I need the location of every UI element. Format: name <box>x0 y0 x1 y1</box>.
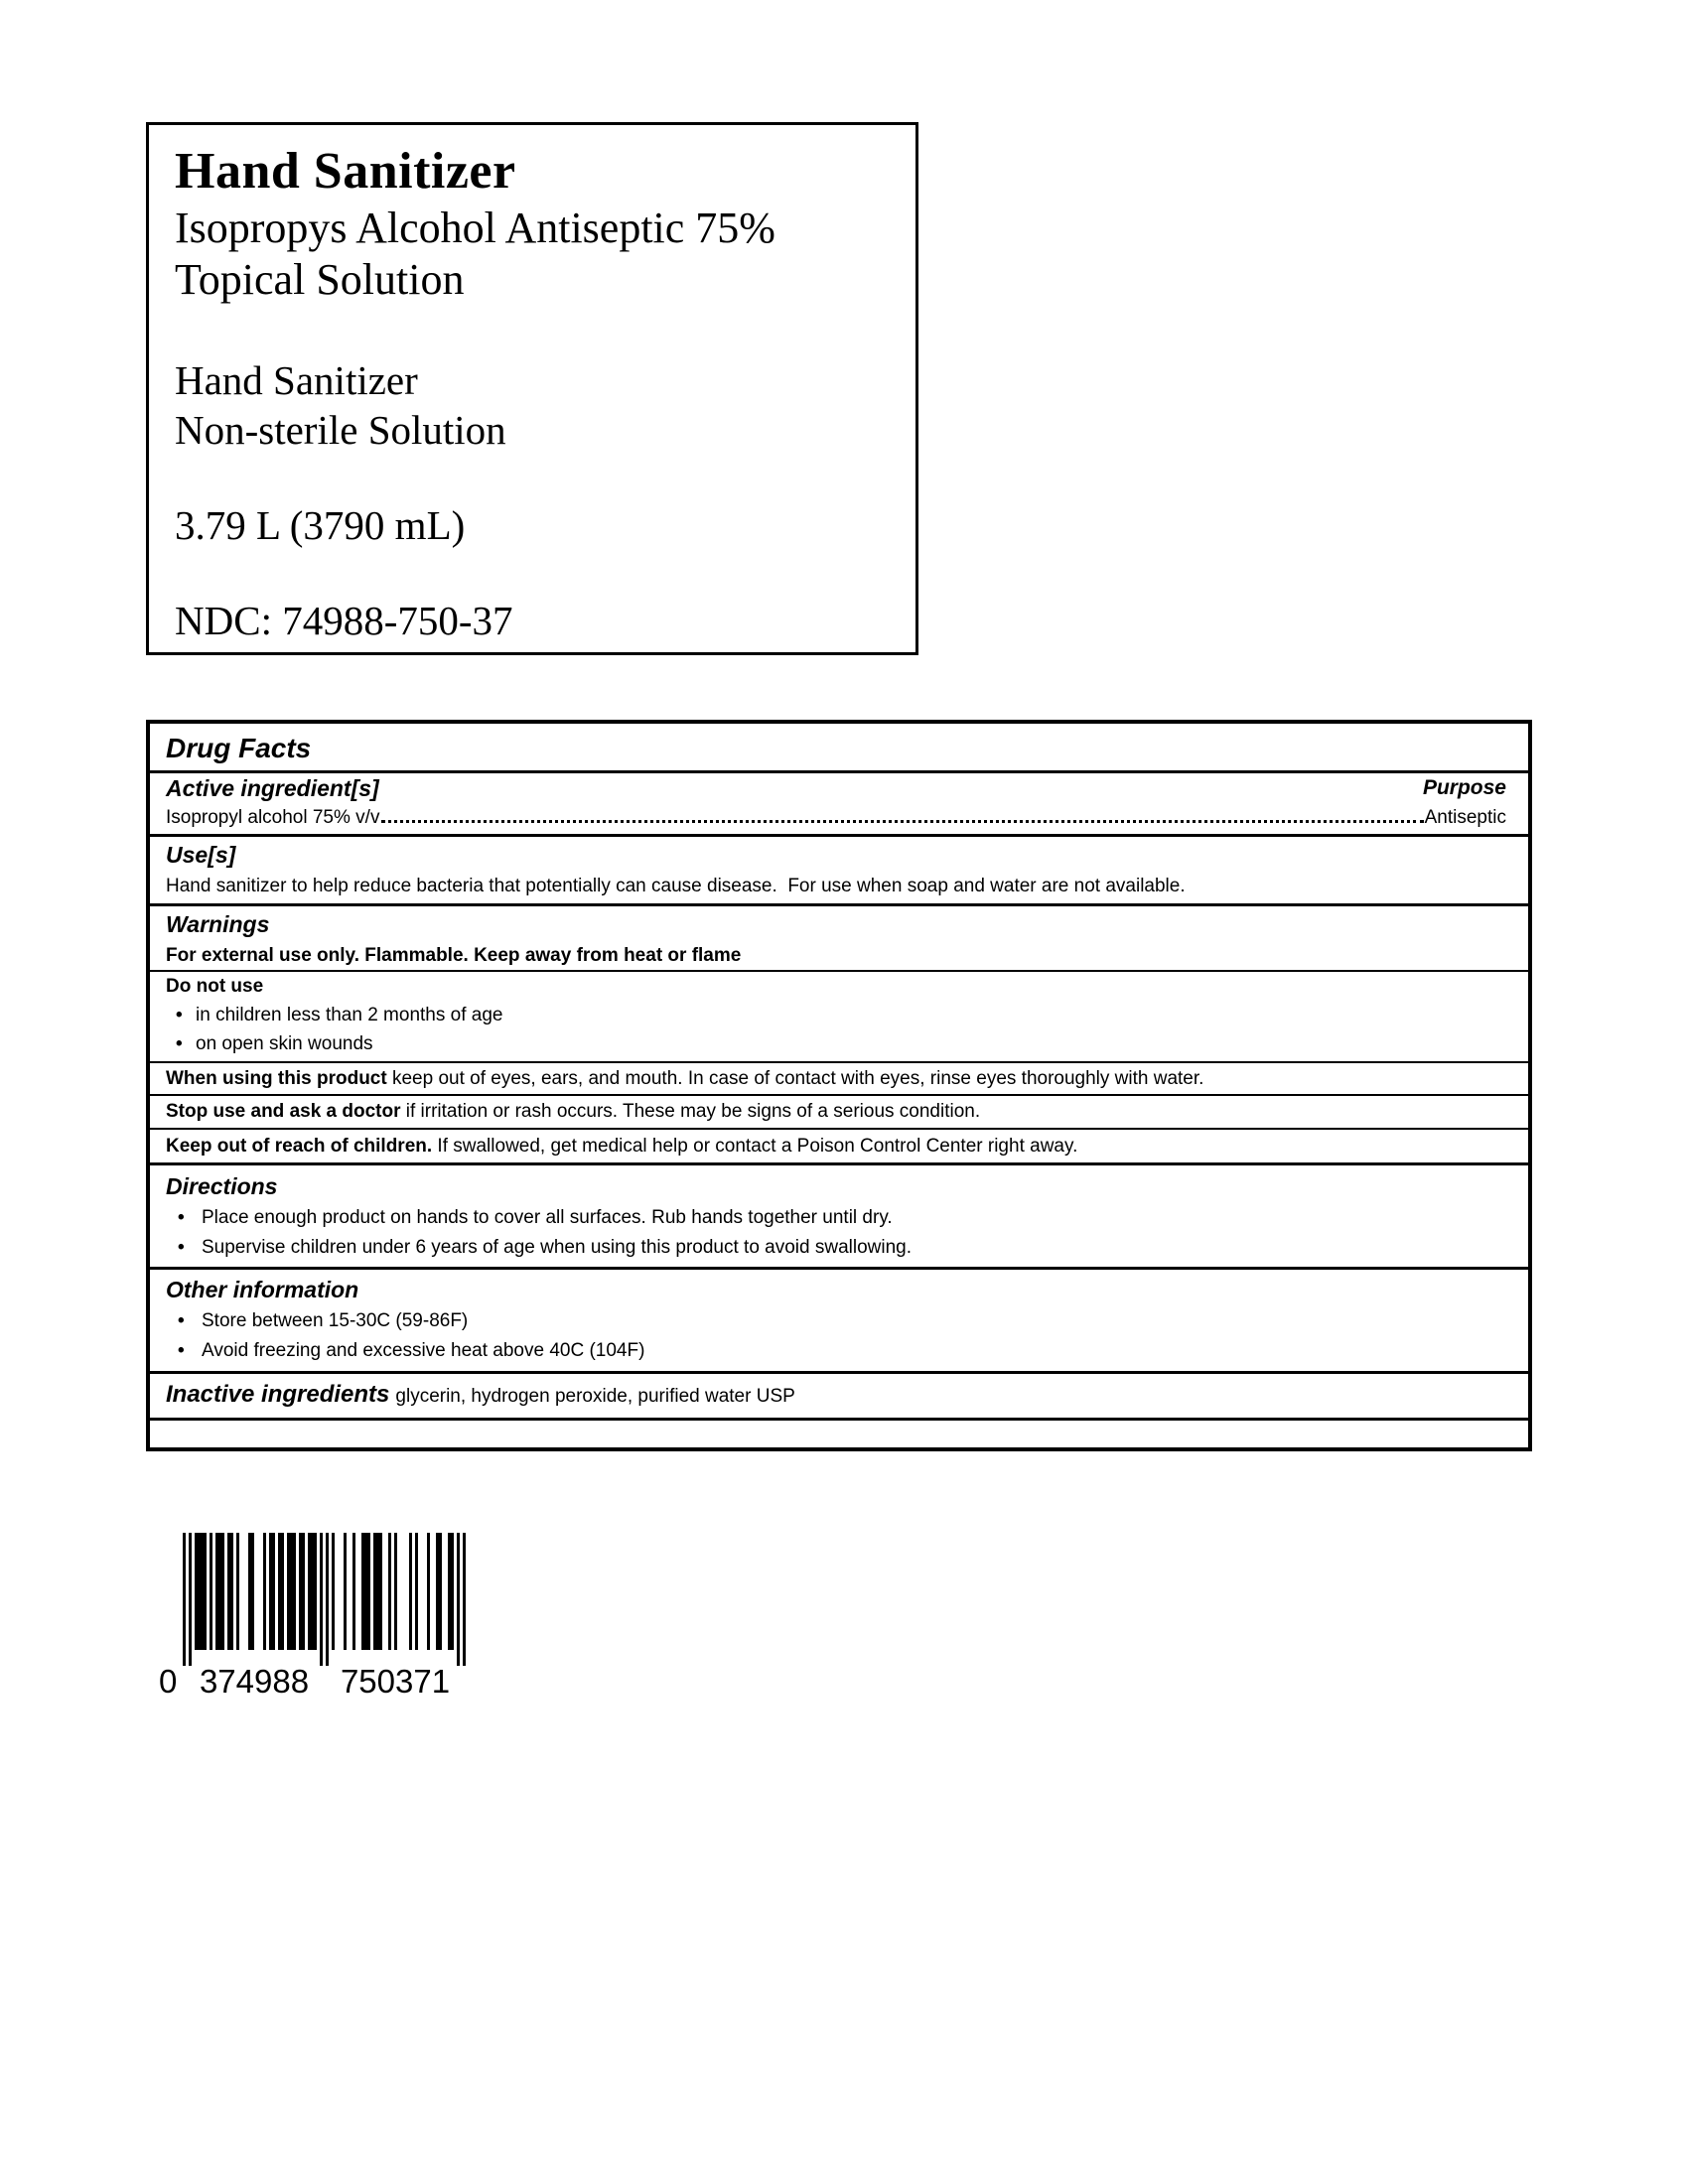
when-using-rest: keep out of eyes, ears, and mouth. In case of contact with eyes, rinse eyes thoroughly with water. <box>386 1068 1204 1089</box>
directions-heading: Directions <box>166 1173 278 1199</box>
other-information-list <box>150 1306 1528 1374</box>
product-name-line: Hand Sanitizer <box>175 357 418 403</box>
flammable-text: For external use only. Flammable. Keep away from heat or flame <box>166 945 742 966</box>
dot-leader <box>381 820 1423 823</box>
drug-facts-title: Drug Facts <box>150 724 1528 773</box>
uses-text: Hand sanitizer to help reduce bacteria that potentially can cause disease. For use when soap and water are not available. <box>150 872 1528 906</box>
when-using-lead: When using this product <box>166 1068 387 1089</box>
inactive-ingredients-heading: Inactive ingredients <box>166 1381 390 1408</box>
empty-row <box>150 1421 1528 1471</box>
barcode <box>151 1531 498 1700</box>
active-ingredient-name: Isopropyl alcohol 75% v/v <box>166 807 380 828</box>
product-ndc: NDC: 74988-750-37 <box>175 598 513 643</box>
other-information-item: • Store between 15-30C (59-86F) <box>166 1306 1506 1336</box>
inactive-ingredients-text: glycerin, hydrogen peroxide, purified water USP <box>395 1386 795 1407</box>
keep-out-row <box>150 1130 1528 1165</box>
product-info-box <box>146 122 918 655</box>
when-using-row <box>150 1063 1528 1096</box>
stop-use-rest: if irritation or rash occurs. These may be signs of a serious condition. <box>400 1101 981 1122</box>
directions-list <box>150 1203 1528 1270</box>
active-ingredient-header: Active ingredient[s] <box>166 775 379 801</box>
active-ingredient-header-row <box>150 773 1528 803</box>
barcode-digit-left: 0 <box>159 1663 178 1700</box>
directions-item: • Supervise children under 6 years of age when using this product to avoid swallowing. <box>166 1233 1506 1263</box>
warnings-heading: Warnings <box>166 911 270 937</box>
keep-out-rest: If swallowed, get medical help or contact a Poison Control Center right away. <box>432 1136 1078 1157</box>
do-not-use-item: • on open skin wounds <box>166 1029 1506 1058</box>
other-information-heading: Other information <box>166 1277 359 1302</box>
barcode-digits-group1: 374988 <box>199 1663 310 1700</box>
barcode-svg <box>151 1531 498 1700</box>
spacer <box>175 455 890 500</box>
purpose-header: Purpose <box>1422 776 1506 799</box>
active-ingredient-row <box>150 803 1528 837</box>
product-subtitle-line1: Isopropys Alcohol Antiseptic 75% <box>175 204 775 252</box>
stop-use-row <box>150 1096 1528 1130</box>
keep-out-lead: Keep out of reach of children. <box>166 1136 433 1157</box>
inactive-ingredients-row <box>150 1374 1528 1421</box>
do-not-use-item: • in children less than 2 months of age <box>166 1001 1506 1029</box>
product-sterility-line: Non-sterile Solution <box>175 407 506 453</box>
uses-heading: Use[s] <box>166 842 236 868</box>
drug-facts-panel <box>146 720 1532 1451</box>
stop-use-lead: Stop use and ask a doctor <box>166 1101 401 1122</box>
product-volume: 3.79 L (3790 mL) <box>175 502 466 548</box>
do-not-use-heading <box>150 972 1528 1001</box>
product-subtitle-line2: Topical Solution <box>175 255 465 304</box>
barcode-bars <box>183 1533 466 1666</box>
product-title: Hand Sanitizer <box>175 143 516 200</box>
warnings-flammable <box>150 941 1528 972</box>
other-information-item: • Avoid freezing and excessive heat above 40C (104F) <box>166 1336 1506 1366</box>
spacer <box>175 306 890 355</box>
directions-item: • Place enough product on hands to cover all surfaces. Rub hands together until dry. <box>166 1203 1506 1233</box>
do-not-use-list <box>150 1001 1528 1063</box>
purpose-value: Antiseptic <box>1424 807 1506 828</box>
barcode-digits-group2: 750371 <box>340 1663 451 1700</box>
spacer <box>175 550 890 596</box>
do-not-use-text: Do not use <box>166 976 264 997</box>
